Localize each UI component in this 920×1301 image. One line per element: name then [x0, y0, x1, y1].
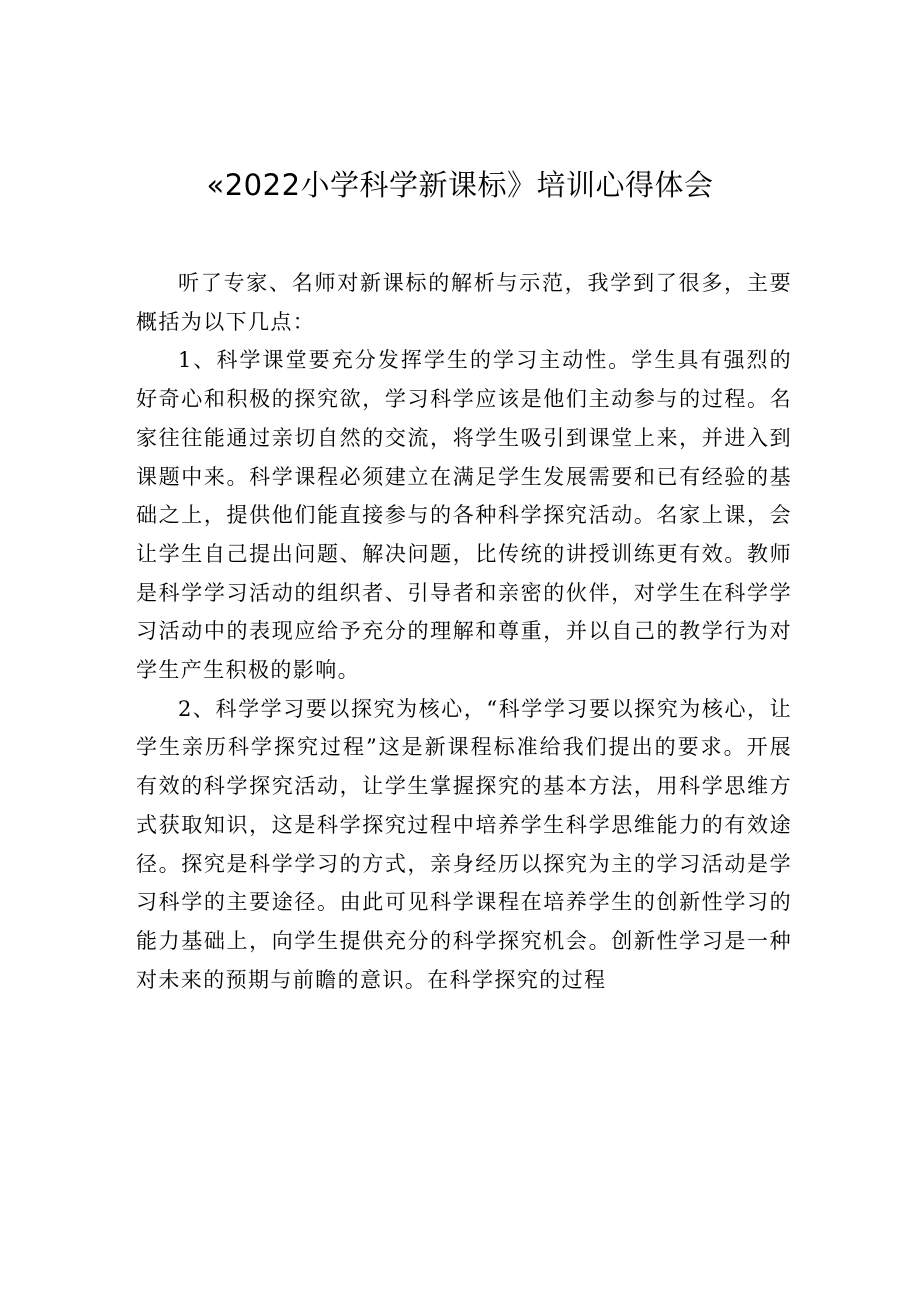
document-body [136, 264, 792, 999]
paragraph-point-1: 1、科学课堂要充分发挥学生的学习主动性。学生具有强烈的好奇心和积极的探究欲，学习科学应该是他们主动参与的过程。名家往往能通过亲切自然的交流，将学生吸引到课堂上来，并进入到课题中来。科学课程必须建立在满足学生发展需要和已有经验的基础之上，提供他们能直接参与的各种科学探究活动。名家上课，会让学生自己提出问题、解决问题，比传统的讲授训练更有效。教师是科学学习活动的组织者、引导者和亲密的伙伴，对学生在科学学习活动中的表现应给予充分的理解和尊重，并以自己的教学行为对学生产生积极的影响。 [136, 348, 792, 683]
paragraph-intro: 听了专家、名师对新课标的解析与示范，我学到了很多，主要概括为以下几点： [136, 271, 792, 334]
document-title: «2022小学科学新课标》培训心得体会 [206, 168, 714, 202]
paragraph-point-2: 2、科学学习要以探究为核心，“科学学习要以探究为核心，让学生亲历科学探究过程”这是新课程标准给我们提出的要求。开展有效的科学探究活动，让学生掌握探究的基本方法，用科学思维方式获取知识，这是科学探究过程中培养学生科学思维能力的有效途径。探究是科学学习的方式，亲身经历以探究为主的学习活动是学习科学的主要途径。由此可见科学课程在培养学生的创新性学习的能力基础上，向学生提供充分的科学探究机会。创新性学习是一种对未来的预期与前瞻的意识。在科学探究的过程 [136, 696, 792, 992]
